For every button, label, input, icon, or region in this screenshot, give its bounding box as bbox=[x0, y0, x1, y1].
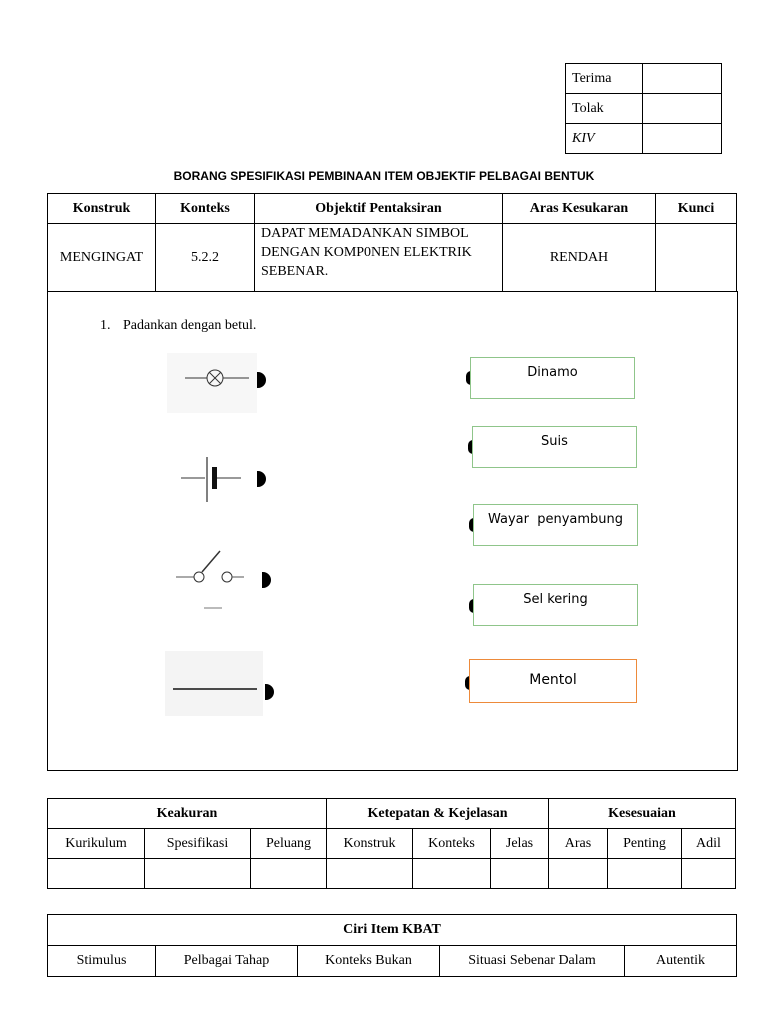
option-dinamo[interactable]: Dinamo bbox=[470, 357, 635, 399]
option-wayar-penyambung[interactable]: Wayar penyambung bbox=[473, 504, 638, 546]
switch-symbol-icon bbox=[172, 545, 252, 613]
input-cell[interactable] bbox=[608, 859, 682, 889]
header-objektif: Objektif Pentaksiran bbox=[255, 194, 503, 224]
status-table bbox=[565, 63, 722, 154]
kbat-stimulus: Stimulus bbox=[48, 946, 156, 977]
form-title: BORANG SPESIFIKASI PEMBINAAN ITEM OBJEKTIF PELBAGAI BENTUK bbox=[173, 169, 595, 183]
kbat-pelbagai-tahap: Pelbagai Tahap bbox=[156, 946, 298, 977]
col-jelas: Jelas bbox=[491, 829, 549, 859]
status-kiv: KIV bbox=[566, 124, 643, 154]
input-cell[interactable] bbox=[413, 859, 491, 889]
input-cell[interactable] bbox=[48, 859, 145, 889]
kbat-title: Ciri Item KBAT bbox=[48, 915, 737, 946]
status-terima: Terima bbox=[566, 64, 643, 94]
input-cell[interactable] bbox=[682, 859, 736, 889]
objektif-line: DAPAT MEMADANKAN SIMBOL bbox=[261, 226, 469, 241]
status-kiv-box[interactable] bbox=[643, 124, 722, 154]
lamp-symbol-icon bbox=[167, 353, 257, 413]
wire-symbol-icon bbox=[165, 651, 265, 716]
option-sel-kering[interactable]: Sel kering bbox=[473, 584, 638, 626]
option-suis[interactable]: Suis bbox=[472, 426, 637, 468]
input-cell[interactable] bbox=[491, 859, 549, 889]
col-penting: Penting bbox=[608, 829, 682, 859]
cell-symbol-icon bbox=[175, 447, 250, 507]
col-aras: Aras bbox=[549, 829, 608, 859]
input-cell[interactable] bbox=[327, 859, 413, 889]
header-konteks: Konteks bbox=[156, 194, 255, 224]
question-text: Padankan dengan betul. bbox=[123, 318, 257, 333]
cell-aras: RENDAH bbox=[503, 224, 656, 292]
col-konstruk: Konstruk bbox=[327, 829, 413, 859]
input-cell[interactable] bbox=[251, 859, 327, 889]
kbat-situasi-sebenar: Situasi Sebenar Dalam bbox=[440, 946, 625, 977]
group-ketepatan: Ketepatan & Kejelasan bbox=[327, 799, 549, 829]
criteria-table bbox=[47, 798, 736, 889]
col-konteks: Konteks bbox=[413, 829, 491, 859]
group-keakuran: Keakuran bbox=[48, 799, 327, 829]
header-kunci: Kunci bbox=[656, 194, 737, 224]
objektif-line: SEBENAR. bbox=[261, 264, 329, 279]
spec-table bbox=[47, 193, 737, 292]
kbat-konteks-bukan: Konteks Bukan bbox=[298, 946, 440, 977]
cell-konstruk: MENGINGAT bbox=[48, 224, 156, 292]
col-peluang: Peluang bbox=[251, 829, 327, 859]
header-aras: Aras Kesukaran bbox=[503, 194, 656, 224]
cell-konteks: 5.2.2 bbox=[156, 224, 255, 292]
input-cell[interactable] bbox=[549, 859, 608, 889]
option-mentol[interactable]: Mentol bbox=[469, 659, 637, 703]
status-tolak: Tolak bbox=[566, 94, 643, 124]
kbat-table bbox=[47, 914, 737, 977]
status-terima-box[interactable] bbox=[643, 64, 722, 94]
cell-kunci[interactable] bbox=[656, 224, 737, 292]
kbat-autentik: Autentik bbox=[625, 946, 737, 977]
status-tolak-box[interactable] bbox=[643, 94, 722, 124]
col-kurikulum: Kurikulum bbox=[48, 829, 145, 859]
cell-objektif bbox=[255, 224, 503, 292]
objektif-line: DENGAN KOMP0NEN ELEKTRIK bbox=[261, 245, 472, 260]
input-cell[interactable] bbox=[145, 859, 251, 889]
question bbox=[100, 318, 256, 334]
group-kesesuaian: Kesesuaian bbox=[549, 799, 736, 829]
question-number: 1. bbox=[100, 318, 111, 333]
col-spesifikasi: Spesifikasi bbox=[145, 829, 251, 859]
col-adil: Adil bbox=[682, 829, 736, 859]
header-konstruk: Konstruk bbox=[48, 194, 156, 224]
